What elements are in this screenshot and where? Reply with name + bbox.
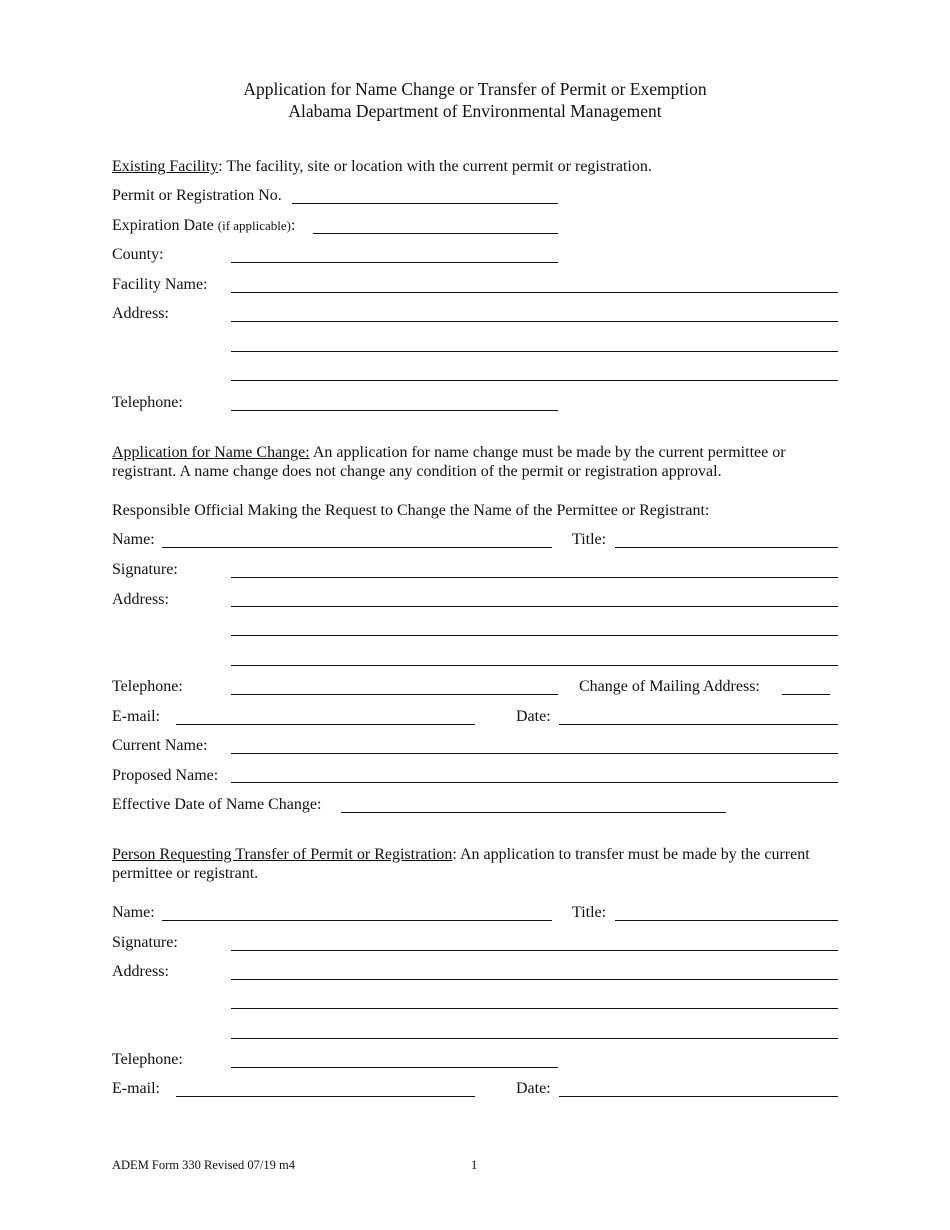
name-change-heading: Application for Name Change: (112, 444, 310, 461)
tr-signature-label: Signature: (112, 934, 178, 951)
nc-address-line-2[interactable] (231, 635, 838, 636)
tr-email-field[interactable] (176, 1096, 475, 1097)
existing-facility-intro: Existing Facility: The facility, site or location with the current permit or registration. (112, 158, 652, 175)
facility-name-label: Facility Name: (112, 276, 208, 293)
nc-email-label: E-mail: (112, 708, 160, 725)
facility-telephone-field[interactable] (231, 410, 558, 411)
form-id: ADEM Form 330 Revised 07/19 m4 (112, 1158, 295, 1172)
page-number: 1 (471, 1158, 478, 1172)
tr-address-line-1[interactable] (231, 979, 838, 980)
existing-facility-heading: Existing Facility (112, 158, 219, 175)
proposed-name-field[interactable] (231, 782, 838, 783)
tr-email-label: E-mail: (112, 1080, 160, 1097)
tr-telephone-label: Telephone: (112, 1051, 183, 1068)
facility-address-label: Address: (112, 305, 169, 322)
facility-address-line-1[interactable] (231, 321, 838, 322)
nc-signature-label: Signature: (112, 561, 178, 578)
agency-name: Alabama Department of Environmental Management (288, 101, 662, 121)
nc-date-label: Date: (516, 708, 551, 725)
facility-telephone-label: Telephone: (112, 394, 183, 411)
tr-title-field[interactable] (615, 920, 838, 921)
nc-email-field[interactable] (176, 724, 475, 725)
tr-address-line-3[interactable] (231, 1038, 838, 1039)
facility-name-field[interactable] (231, 292, 838, 293)
permit-number-field[interactable] (292, 203, 558, 204)
tr-telephone-field[interactable] (231, 1067, 558, 1068)
nc-telephone-field[interactable] (231, 694, 558, 695)
mailing-address-change-label: Change of Mailing Address: (579, 678, 760, 695)
current-name-field[interactable] (231, 753, 838, 754)
nc-address-line-3[interactable] (231, 665, 838, 666)
nc-telephone-label: Telephone: (112, 678, 183, 695)
nc-title-label: Title: (572, 531, 607, 548)
permit-number-label: Permit or Registration No. (112, 187, 282, 204)
form-title: Application for Name Change or Transfer of Permit or Exemption (243, 79, 707, 99)
tr-name-label: Name: (112, 904, 155, 921)
tr-address-label: Address: (112, 963, 169, 980)
tr-title-label: Title: (572, 904, 607, 921)
tr-date-label: Date: (516, 1080, 551, 1097)
nc-date-field[interactable] (559, 724, 838, 725)
transfer-intro: Person Requesting Transfer of Permit or Registration: An application to transfer must be made by the current permittee or registrant. (112, 846, 810, 882)
effective-date-label: Effective Date of Name Change: (112, 796, 322, 813)
mailing-address-change-field[interactable] (782, 694, 830, 695)
tr-address-line-2[interactable] (231, 1008, 838, 1009)
facility-address-line-2[interactable] (231, 351, 838, 352)
nc-address-line-1[interactable] (231, 606, 838, 607)
current-name-label: Current Name: (112, 737, 208, 754)
nc-signature-field[interactable] (231, 577, 838, 578)
effective-date-field[interactable] (341, 812, 726, 813)
tr-date-field[interactable] (559, 1096, 838, 1097)
county-label: County: (112, 246, 164, 263)
nc-address-label: Address: (112, 591, 169, 608)
expiration-date-label: Expiration Date (if applicable): (112, 217, 296, 234)
nc-title-field[interactable] (615, 547, 838, 548)
nc-name-label: Name: (112, 531, 155, 548)
tr-name-field[interactable] (162, 920, 552, 921)
tr-signature-field[interactable] (231, 950, 838, 951)
county-field[interactable] (231, 262, 558, 263)
facility-address-line-3[interactable] (231, 380, 838, 381)
name-change-intro: Application for Name Change: An application for name change must be made by the current permittee or registrant. A name change does not change any condition of the permit or registration approval. (112, 444, 786, 480)
responsible-official-label: Responsible Official Making the Request to Change the Name of the Permittee or Registrant: (112, 502, 710, 519)
expiration-date-field[interactable] (313, 233, 558, 234)
nc-name-field[interactable] (162, 547, 552, 548)
transfer-heading: Person Requesting Transfer of Permit or Registration (112, 846, 453, 863)
proposed-name-label: Proposed Name: (112, 767, 219, 784)
